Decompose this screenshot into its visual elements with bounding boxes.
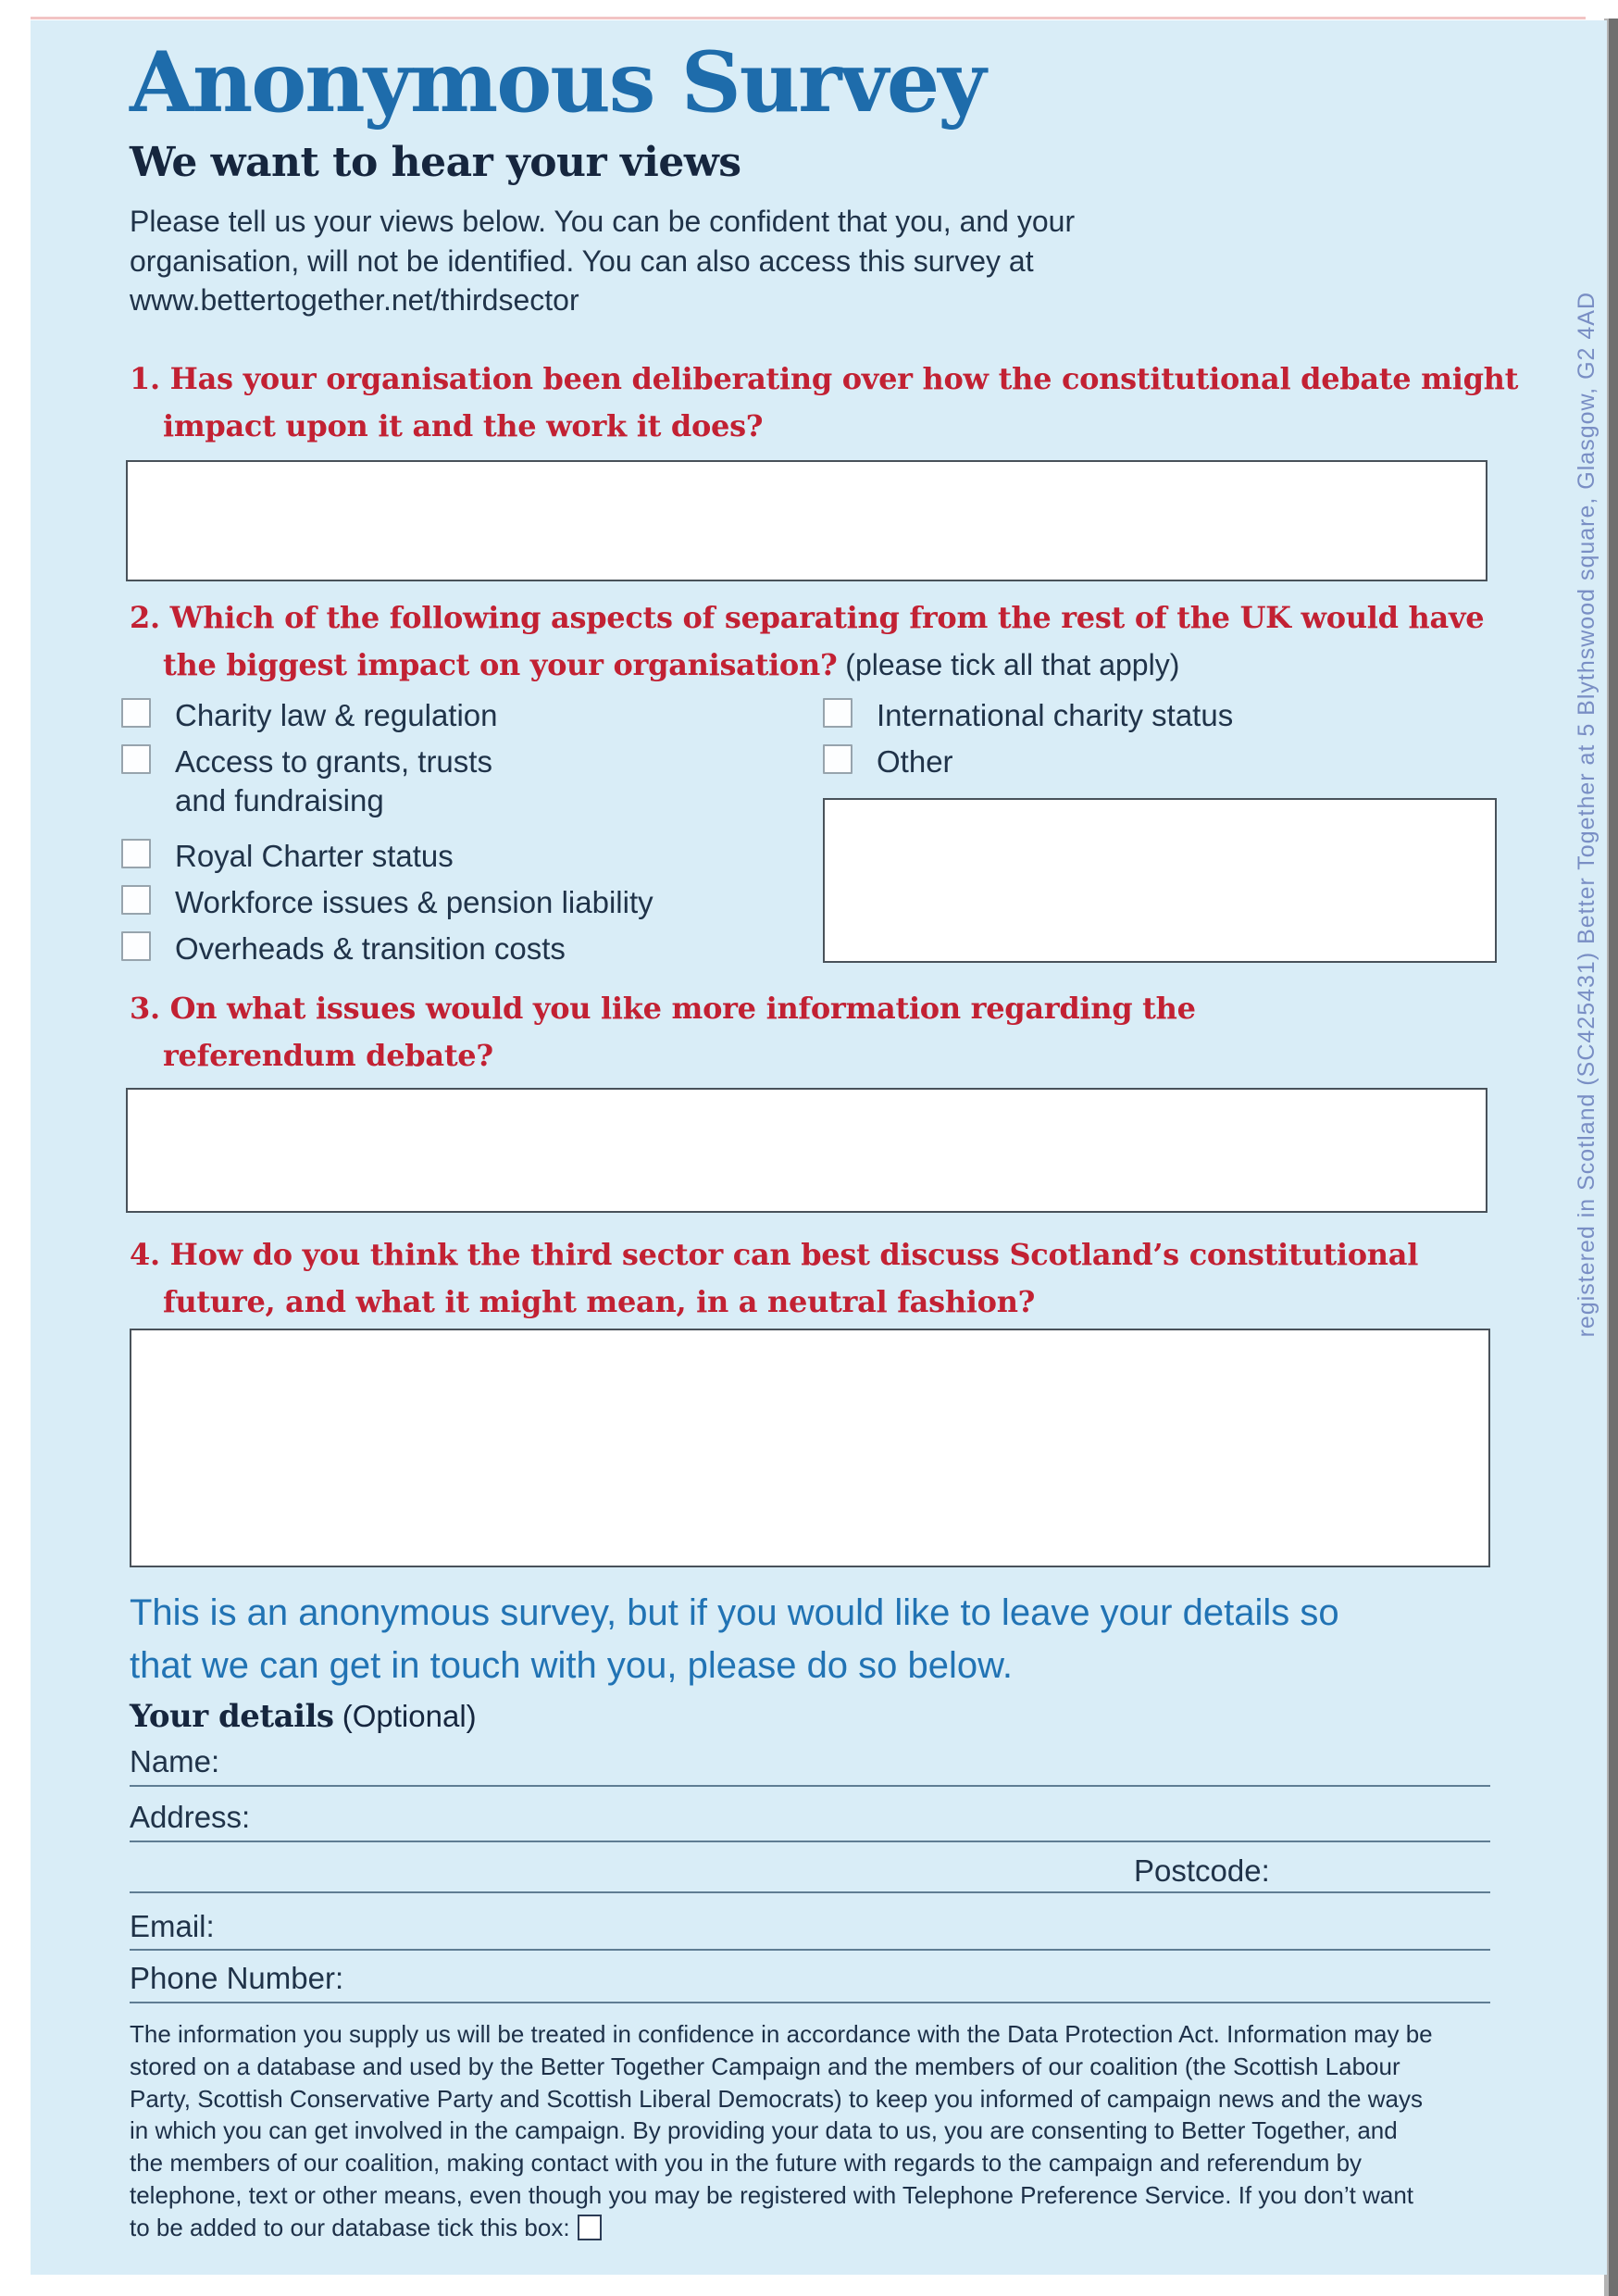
option-overheads (121, 930, 566, 968)
checkbox-royal-charter[interactable] (121, 839, 151, 868)
anonymous-note: This is an anonymous survey, but if you would like to leave your details so that we can get in touch with you, please do so below. (130, 1592, 1339, 1686)
question-4-answer-box[interactable] (130, 1329, 1490, 1567)
question-4: 4. How do you think the third sector can best discuss Scotland’s constitutional future, and what it might mean, in a neutral fashion? (130, 1237, 1419, 1320)
question-2 (130, 594, 1521, 689)
postcode-field[interactable] (130, 1853, 1490, 1893)
question-3-answer-box[interactable] (126, 1088, 1487, 1213)
option-charity-law (121, 696, 498, 735)
option-access-grants (121, 742, 545, 820)
email-label: Email: (130, 1909, 215, 1943)
question-1: 1. Has your organisation been deliberating over how the constitutional debate might impact upon it and the work it does? (130, 361, 1519, 444)
page-title: Anonymous Survey (130, 33, 985, 131)
question-1-answer-box[interactable] (126, 460, 1487, 581)
details-heading-optional: (Optional) (333, 1699, 477, 1733)
name-field[interactable] (130, 1744, 1490, 1787)
intro-text: Please tell us your views below. You can be confident that you, and your organisation, will not be identified. You can also access this survey at www.bettertogether.net/thirdsector (130, 205, 1076, 318)
checkbox-other[interactable] (823, 744, 853, 774)
other-answer-box[interactable] (823, 798, 1497, 963)
page-subtitle: We want to hear your views (130, 139, 741, 186)
option-label: Royal Charter status (175, 839, 454, 873)
question-2-hint: (please tick all that apply) (837, 648, 1180, 682)
option-workforce (121, 883, 653, 922)
option-other (823, 742, 953, 781)
details-heading-bold: Your details (130, 1698, 334, 1735)
scan-edge-top-line (31, 17, 1586, 19)
checkbox-overheads[interactable] (121, 931, 151, 961)
imprint-side-text: registered in Scotland (SC425431) Better Together at 5 Blythswood square, Glasgow, G2 4AD (1574, 292, 1599, 1338)
postcode-label: Postcode: (1134, 1853, 1270, 1888)
checkbox-charity-law[interactable] (121, 698, 151, 728)
name-label: Name: (130, 1744, 220, 1778)
email-field[interactable] (130, 1909, 1490, 1951)
option-international (823, 696, 1233, 735)
option-royal-charter (121, 837, 454, 876)
option-label: Workforce issues & pension liability (175, 885, 653, 919)
details-heading (130, 1698, 477, 1735)
option-label: Other (877, 744, 953, 779)
question-2-text: 2. Which of the following aspects of separating from the rest of the UK would have the biggest impact on your organisation? (130, 600, 1485, 683)
phone-label: Phone Number: (130, 1961, 344, 1995)
opt-out-checkbox[interactable] (578, 2215, 602, 2240)
checkbox-workforce[interactable] (121, 885, 151, 915)
option-label: Access to grants, trusts and fundraising (175, 744, 492, 818)
scan-edge-dark (1609, 19, 1618, 2296)
checkbox-international[interactable] (823, 698, 853, 728)
data-protection-text (130, 2018, 1435, 2244)
survey-page (31, 20, 1607, 2275)
option-label: Charity law & regulation (175, 698, 498, 732)
option-label: International charity status (877, 698, 1234, 732)
address-field[interactable] (130, 1800, 1490, 1842)
question-3: 3. On what issues would you like more information regarding the referendum debate? (130, 991, 1196, 1074)
phone-field[interactable] (130, 1961, 1490, 2003)
checkbox-access-grants[interactable] (121, 744, 151, 774)
address-label: Address: (130, 1800, 251, 1834)
option-label: Overheads & transition costs (175, 931, 566, 966)
data-protection-paragraph: The information you supply us will be treated in confidence in accordance with the Data Protection Act. Information may be stored on a database and used by the Better Together Campaign and the members of our coalition (the Scottish Labour Party, Scottish Conservative Party and Scottish Liberal Democrats) to keep you informed of campaign news and the ways in which you can get involved in the campaign. By providing your data to us, you are consenting to Better Together, and the members of our coalition, making contact with you in the future with regards to the campaign and referendum by telephone, text or other means, even though you may be registered with Telephone Preference Service. If you don’t want to be added to our database tick this box: (130, 2020, 1433, 2241)
